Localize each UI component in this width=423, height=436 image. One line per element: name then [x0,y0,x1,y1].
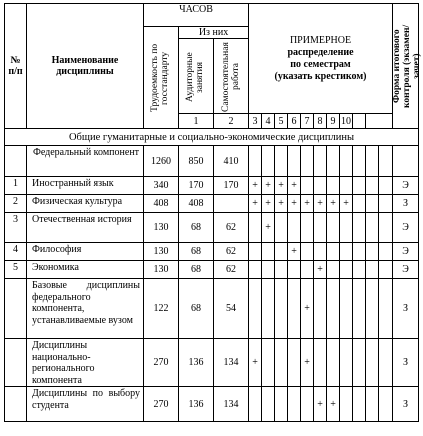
row-number [5,339,27,387]
semester-mark-9 [353,279,366,339]
semester-mark-1 [249,146,262,177]
semester-1: 1 [179,114,214,129]
row-number: 4 [5,243,27,261]
row-discipline-name: Дисциплины по выбору студента [27,387,144,422]
semester-mark-6 [314,146,327,177]
semester-mark-extra [379,195,393,213]
row-total-hours: 130 [144,261,179,279]
semester-mark-8 [340,177,353,195]
table-row [5,195,419,213]
semester-mark-2: + [262,195,275,213]
row-control-form: З [393,339,419,387]
semester-10: 10 [341,115,352,127]
semester-mark-3 [275,243,288,261]
header-of-them [179,27,249,114]
semester-3: 3 [249,114,262,129]
semester-mark-extra [379,177,393,195]
header-total [144,27,179,129]
semester-mark-8 [340,146,353,177]
semester-mark-extra [379,261,393,279]
semester-mark-4 [288,279,301,339]
row-control-form [393,146,419,177]
row-number [5,146,27,177]
semester-mark-6 [314,279,327,339]
semester-mark-8 [340,339,353,387]
semester-mark-10 [366,387,379,422]
semester-mark-9 [353,243,366,261]
curriculum-document [4,3,422,422]
semester-mark-extra [379,387,393,422]
semester-mark-7 [327,339,340,387]
header-distribution [249,4,393,114]
semester-mark-2 [262,261,275,279]
section-title: Общие гуманитарные и социально-экономические дисциплины [5,129,419,146]
row-control-form: Э [393,243,419,261]
semester-mark-9 [353,387,366,422]
header-name-label: Наименование дисциплины [51,54,119,77]
semester-mark-7 [327,146,340,177]
semester-mark-2 [262,279,275,339]
semester-mark-1: + [249,177,262,195]
semester-mark-10 [366,146,379,177]
semester-mark-3: + [275,195,288,213]
row-total-hours: 270 [144,387,179,422]
semester-mark-8 [340,279,353,339]
semester-mark-4 [288,146,301,177]
semester-mark-5 [301,387,314,422]
row-control-form: Э [393,261,419,279]
semester-6: 6 [288,114,301,129]
semester-mark-10 [366,195,379,213]
row-discipline-name: Федеральный компонент [27,146,144,177]
semester-mark-5 [301,261,314,279]
row-number: 1 [5,177,27,195]
semester-mark-8 [340,243,353,261]
row-discipline-name: Дисциплины национально-регионального компонента [27,339,144,387]
row-number [5,387,27,422]
semester-mark-extra [379,339,393,387]
semester-mark-1: + [249,195,262,213]
semester-mark-9 [353,195,366,213]
row-total-hours: 130 [144,243,179,261]
header-self-study-label: Самостоятельная работа [220,41,241,112]
row-self-study-hours: 62 [214,213,249,243]
header-control-label: Форма итогового контроля (экзамен/зачет) [392,24,422,108]
semester-mark-8 [340,261,353,279]
semester-mark-2 [262,387,275,422]
semester-mark-3 [275,279,288,339]
table-row [5,387,419,422]
semester-mark-4 [288,387,301,422]
distribution-line2: распределение [287,46,354,58]
semester-mark-7 [327,261,340,279]
header-of-them-label: Из них [198,27,229,38]
header-num-label: № п/п [8,54,23,77]
row-classroom-hours: 68 [179,213,214,243]
semester-mark-8 [340,387,353,422]
semester-mark-4 [288,213,301,243]
semester-mark-6 [314,177,327,195]
semester-mark-3 [275,339,288,387]
semester-mark-7: + [327,195,340,213]
row-total-hours: 408 [144,195,179,213]
semester-mark-9 [353,213,366,243]
semester-mark-3 [275,261,288,279]
semester-mark-4 [288,261,301,279]
row-self-study-hours: 54 [214,279,249,339]
semester-mark-2: + [262,213,275,243]
row-control-form: З [393,279,419,339]
semester-mark-extra [379,213,393,243]
semester-mark-extra [379,243,393,261]
row-classroom-hours: 408 [179,195,214,213]
header-classroom-label: Аудиторные занятия [184,51,205,102]
semester-mark-4: + [288,177,301,195]
semester-mark-7 [327,279,340,339]
semester-mark-5: + [301,195,314,213]
header-control [392,4,422,129]
semester-mark-9 [353,177,366,195]
semester-mark-6: + [314,387,327,422]
semester-mark-6 [314,213,327,243]
semester-mark-1 [249,213,262,243]
semester-mark-10 [366,243,379,261]
curriculum-table [4,3,422,422]
distribution-line4: (указать крестиком) [274,70,367,82]
semester-mark-10 [366,177,379,195]
header-total-label: Трудоемкость по госстандарту [150,43,170,112]
table-row [5,243,419,261]
semester-mark-3 [275,387,288,422]
semester-mark-1 [249,243,262,261]
row-discipline-name: Отечественная история [27,213,144,243]
semester-mark-5 [301,213,314,243]
semester-mark-10 [366,279,379,339]
distribution-title: ПРИМЕРНОЕ [289,34,352,46]
row-control-form: З [393,387,419,422]
semester-mark-5: + [301,279,314,339]
row-self-study-hours [214,195,249,213]
semester-mark-5: + [301,339,314,387]
row-self-study-hours: 62 [214,261,249,279]
table-row [5,261,419,279]
semester-mark-8: + [340,195,353,213]
header-name [27,4,144,129]
semester-mark-9 [353,261,366,279]
table-row [5,339,419,387]
semester-mark-2 [262,146,275,177]
semester-mark-10 [366,213,379,243]
row-discipline-name: Иностранный язык [27,177,144,195]
row-total-hours: 1260 [144,146,179,177]
table-row [5,279,419,339]
semester-mark-3: + [275,177,288,195]
header-hours-group [144,4,249,27]
table-row [5,177,419,195]
row-classroom-hours: 68 [179,279,214,339]
row-classroom-hours: 170 [179,177,214,195]
semester-mark-9 [353,146,366,177]
row-discipline-name: Философия [27,243,144,261]
semester-mark-6 [314,243,327,261]
row-number [5,279,27,339]
header-self-study-label-cell [214,39,249,114]
semester-mark-3 [275,146,288,177]
semester-mark-10 [366,339,379,387]
table-row [5,146,419,177]
semester-mark-5 [301,146,314,177]
row-classroom-hours: 68 [179,261,214,279]
semester-mark-6 [314,339,327,387]
row-total-hours: 122 [144,279,179,339]
header-of-them-subcolumns [178,38,249,114]
row-self-study-hours: 62 [214,243,249,261]
row-number: 3 [5,213,27,243]
semester-mark-5 [301,177,314,195]
semester-mark-extra [379,146,393,177]
row-number: 2 [5,195,27,213]
row-self-study-hours: 134 [214,339,249,387]
discipline-rows [5,146,419,422]
semester-mark-2 [262,243,275,261]
row-total-hours: 270 [144,339,179,387]
header-classroom-label-cell [178,39,214,114]
row-total-hours: 340 [144,177,179,195]
row-self-study-hours: 170 [214,177,249,195]
semester-4: 4 [262,114,275,129]
semester-mark-3 [275,213,288,243]
semester-mark-2 [262,339,275,387]
semester-mark-extra [379,279,393,339]
row-classroom-hours: 136 [179,339,214,387]
semester-mark-4: + [288,195,301,213]
semester-5: 5 [275,114,288,129]
semester-7: 7 [301,114,314,129]
semester-mark-2: + [262,177,275,195]
semester-mark-1 [249,387,262,422]
row-self-study-hours: 410 [214,146,249,177]
semester-9: 9 [327,114,340,129]
row-number: 5 [5,261,27,279]
semester-mark-6: + [314,195,327,213]
semester-mark-5 [301,243,314,261]
row-control-form: Э [393,213,419,243]
distribution-line3: по семестрам [290,58,351,70]
row-self-study-hours: 134 [214,387,249,422]
semester-extra [353,114,366,129]
semester-mark-7 [327,213,340,243]
semester-mark-1 [249,261,262,279]
semester-mark-7 [327,243,340,261]
row-discipline-name: Физическая культура [27,195,144,213]
semester-mark-6: + [314,261,327,279]
row-total-hours: 130 [144,213,179,243]
semester-mark-9 [353,339,366,387]
row-classroom-hours: 68 [179,243,214,261]
row-control-form: З [393,195,419,213]
row-discipline-name: Экономика [27,261,144,279]
row-discipline-name: Базовые дисциплины федерального компонента, устанавливаемые вузом [27,279,144,339]
semester-mark-4 [288,339,301,387]
row-classroom-hours: 136 [179,387,214,422]
semester-mark-10 [366,261,379,279]
row-control-form: Э [393,177,419,195]
semester-mark-1 [249,279,262,339]
semester-mark-7: + [327,387,340,422]
semester-mark-7 [327,177,340,195]
semester-mark-8 [340,213,353,243]
table-row [5,213,419,243]
semester-mark-4: + [288,243,301,261]
header-hours-label: ЧАСОВ [179,4,213,15]
semester-mark-1: + [249,339,262,387]
header-num [5,4,27,129]
row-classroom-hours: 850 [179,146,214,177]
semester-8: 8 [314,114,327,129]
semester-2: 2 [214,114,249,129]
